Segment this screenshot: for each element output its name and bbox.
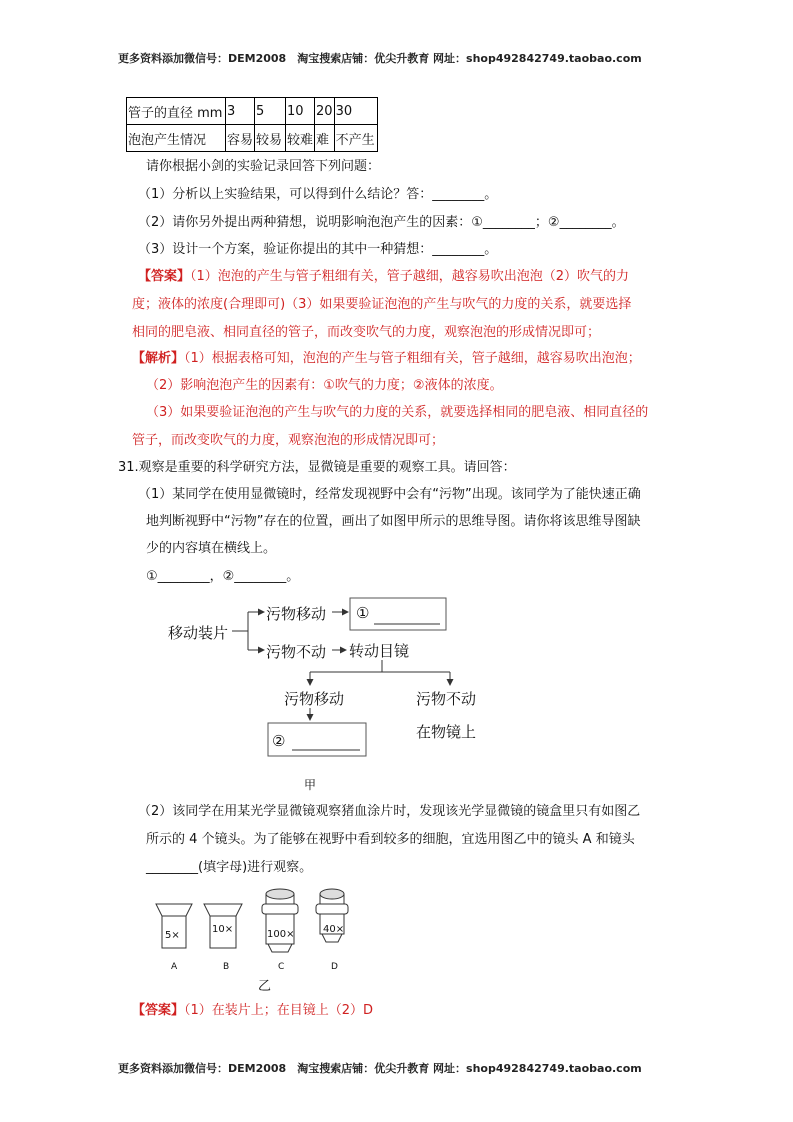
lens-c xyxy=(262,889,298,952)
lens-a xyxy=(156,904,192,948)
diagram-moved: 污物移动 xyxy=(284,690,345,708)
q31-p1-blanks: ①________，②________。 xyxy=(146,569,300,584)
diagram-start: 移动装片 xyxy=(168,624,229,642)
table-cell: 5 xyxy=(255,98,286,125)
diagram-slot1-marker: ① xyxy=(356,604,370,622)
page-header: 更多资料添加微信号：DEM2008 淘宝搜索店铺：优尖升教育 网址：shop492842749.taobao.com xyxy=(118,52,642,65)
q31-p2-line-2: 所示的 4 个镜头。为了能够在视野中看到较多的细胞，宜选用图乙中的镜头 A 和镜头 xyxy=(146,832,635,847)
figure-yi-caption: 乙 xyxy=(258,979,272,994)
table-cell: 泡泡产生情况 xyxy=(127,125,226,152)
q30-analysis-line-4: 管子，而改变吹气的力度，观察泡泡的形成情况即可； xyxy=(132,433,445,448)
page-footer: 更多资料添加微信号：DEM2008 淘宝搜索店铺：优尖升教育 网址：shop492842749.taobao.com xyxy=(118,1062,642,1075)
table-row xyxy=(127,98,378,125)
answer-tag: 【答案】 xyxy=(132,1003,185,1018)
lens-b-mag: 10× xyxy=(212,924,234,935)
diagram-on-objective: 在物镜上 xyxy=(416,723,477,741)
lens-c-letter: C xyxy=(278,962,285,972)
diagram-branch-bottom: 污物不动 xyxy=(266,643,327,661)
q30-analysis-line-2: （2）影响泡泡产生的因素有：①吹气的力度；②液体的浓度。 xyxy=(146,378,503,393)
q31-p1-line-2: 地判断视野中“污物”存在的位置，画出了如图甲所示的思维导图。请你将该思维导图缺 xyxy=(146,514,641,529)
diagram-rotate-eyepiece: 转动目镜 xyxy=(349,642,410,660)
q31-p2-line-1: （2）该同学在用某光学显微镜观察猪血涂片时，发现该光学显微镜的镜盒里只有如图乙 xyxy=(138,804,641,819)
lens-a-mag: 5× xyxy=(165,930,180,941)
lens-d-letter: D xyxy=(331,962,338,972)
figure-jia-caption: 甲 xyxy=(304,778,317,792)
table-cell: 较难 xyxy=(286,125,315,152)
table-row xyxy=(127,125,378,152)
table-cell: 难 xyxy=(315,125,335,152)
answer-text: （1）在装片上；在目镜上（2）D xyxy=(184,1003,374,1018)
answer-tag: 【答案】 xyxy=(138,269,191,284)
q30-analysis-line-3: （3）如果要验证泡泡的产生与吹气的力度的关系，就要选择相同的肥皂液、相同直径的 xyxy=(146,405,649,420)
analysis-tag: 【解析】 xyxy=(132,351,185,366)
q30-answer-line-2: 度；液体的浓度(合理即可)（3）如果要验证泡泡的产生与吹气的力度的关系，就要选择 xyxy=(132,297,632,312)
analysis-text: （1）根据表格可知，泡泡的产生与管子粗细有关，管子越细，越容易吹出泡泡； xyxy=(184,351,641,366)
lens-b-letter: B xyxy=(223,962,230,972)
q31-stem: 31.观察是重要的科学研究方法，显微镜是重要的观察工具。请回答： xyxy=(118,460,516,475)
diagram-branch-top: 污物移动 xyxy=(266,605,327,623)
q30-intro: 请你根据小剑的实验记录回答下列问题： xyxy=(146,159,381,174)
table-cell: 管子的直径 mm xyxy=(127,98,226,125)
q30-analysis-line-1 xyxy=(132,350,641,368)
q30-q1: （1）分析以上实验结果，可以得到什么结论？答：________。 xyxy=(138,187,498,202)
table-cell: 10 xyxy=(286,98,315,125)
q31-answer xyxy=(132,1002,373,1020)
q31-p1-line-1: （1）某同学在使用显微镜时，经常发现视野中会有“污物”出现。该同学为了能快速正确 xyxy=(138,487,641,502)
table-cell: 容易 xyxy=(226,125,255,152)
q31-p1-line-3: 少的内容填在横线上。 xyxy=(146,541,277,556)
q30-answer-line-1 xyxy=(138,268,629,286)
lens-c-mag: 100× xyxy=(267,929,295,940)
q30-q2: （2）请你另外提出两种猜想，说明影响泡泡产生的因素：①________；②________。 xyxy=(138,215,625,230)
table-cell: 30 xyxy=(334,98,377,125)
q31-p2-line-3: ________(填字母)进行观察。 xyxy=(146,860,313,875)
table-cell: 较易 xyxy=(255,125,286,152)
q30-answer-line-3: 相同的肥皂液、相同直径的管子，而改变吹气的力度，观察泡泡的形成情况即可； xyxy=(132,325,601,340)
lens-d-mag: 40× xyxy=(323,924,345,935)
diagram-not-moved: 污物不动 xyxy=(416,690,477,708)
table-cell: 3 xyxy=(226,98,255,125)
diagram-slot2-marker: ② xyxy=(272,732,286,750)
lens-a-letter: A xyxy=(171,962,178,972)
q30-q3: （3）设计一个方案，验证你提出的其中一种猜想：________。 xyxy=(138,242,498,257)
table-cell: 20 xyxy=(315,98,335,125)
table-cell: 不产生 xyxy=(334,125,377,152)
figure-yi-lenses xyxy=(150,882,360,962)
experiment-table xyxy=(126,97,378,152)
answer-text: （1）泡泡的产生与管子粗细有关，管子越细，越容易吹出泡泡（2）吹气的力 xyxy=(190,269,630,284)
